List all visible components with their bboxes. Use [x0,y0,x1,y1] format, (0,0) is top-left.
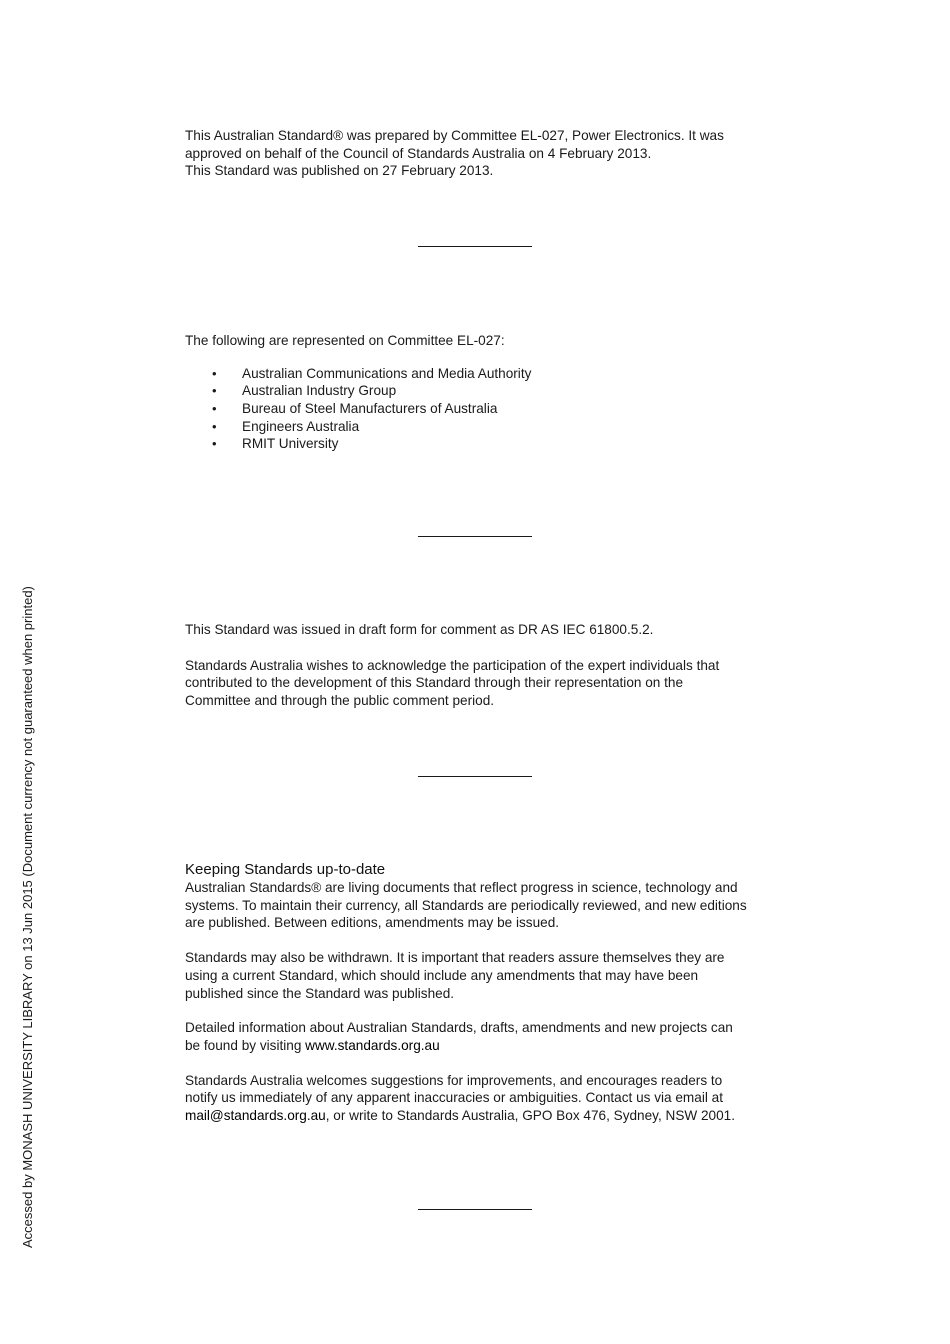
draft-issued-text: This Standard was issued in draft form for comment as DR AS IEC 61800.5.2. [185,622,654,637]
suggestions-paragraph [185,1072,775,1125]
section-heading: Keeping Standards up-to-date [185,861,386,878]
approval-line-1: This Australian Standard® was prepared by Committee EL-027, Power Electronics. It was [185,128,724,143]
section-divider-1 [418,246,532,247]
approval-section [185,127,775,180]
paragraph-line: using a current Standard, which should include any amendments that may have been [185,967,699,983]
living-documents-paragraph [185,879,775,932]
committee-intro: The following are represented on Committee EL-027: [185,333,505,348]
paragraph-text: be found by visiting [185,1037,306,1053]
paragraph-line: Standards Australia welcomes suggestions for improvements, and encourages readers to [185,1072,723,1088]
withdrawn-paragraph [185,949,775,1002]
approval-line-2: approved on behalf of the Council of Standards Australia on 4 February 2013. [185,145,652,161]
paragraph-line: are published. Between editions, amendments may be issued. [185,915,560,931]
acknowledgement-line-2: contributed to the development of this Standard through their representation on the [185,675,684,691]
section-divider-2 [418,536,532,537]
committee-section [185,332,775,453]
paragraph-line: notify us immediately of any apparent inaccuracies or ambiguities. Contact us via email at [185,1090,723,1106]
paragraph-line: Detailed information about Australian Standards, drafts, amendments and new projects can [185,1020,733,1036]
acknowledgement-paragraph [185,657,775,710]
section-divider-3 [418,776,532,777]
paragraph-line: systems. To maintain their currency, all Standards are periodically reviewed, and new editions [185,897,747,913]
paragraph-line: Standards may also be withdrawn. It is important that readers assure themselves they are [185,950,725,966]
paragraph-line [185,1107,775,1125]
keeping-standards-section [185,861,775,1125]
acknowledgement-line-1: Standards Australia wishes to acknowledge the participation of the expert individuals that [185,657,720,673]
paragraph-line: published since the Standard was published. [185,985,455,1001]
email-link[interactable]: mail@standards.org.au [185,1108,326,1124]
detailed-info-paragraph [185,1019,775,1054]
list-item: • Australian Industry Group [185,382,775,400]
list-item: • Australian Communications and Media Authority [185,365,775,383]
access-side-note: Accessed by MONASH UNIVERSITY LIBRARY on 13 Jun 2015 (Document currency not guaranteed when printed) [20,586,35,1248]
list-item: • Bureau of Steel Manufacturers of Australia [185,400,775,418]
acknowledgement-line-3: Committee and through the public comment period. [185,693,495,709]
committee-members-list [185,365,775,453]
list-item: • RMIT University [185,435,775,453]
paragraph-line [185,1037,775,1055]
paragraph-line: Australian Standards® are living documents that reflect progress in science, technology and [185,880,738,895]
section-divider-4 [418,1209,532,1210]
paragraph-text: , or write to Standards Australia, GPO Box 476, Sydney, NSW 2001. [325,1108,736,1124]
list-item: • Engineers Australia [185,418,775,436]
website-link[interactable]: www.standards.org.au [305,1037,440,1053]
publication-line: This Standard was published on 27 February 2013. [185,163,494,179]
draft-section [185,621,775,710]
